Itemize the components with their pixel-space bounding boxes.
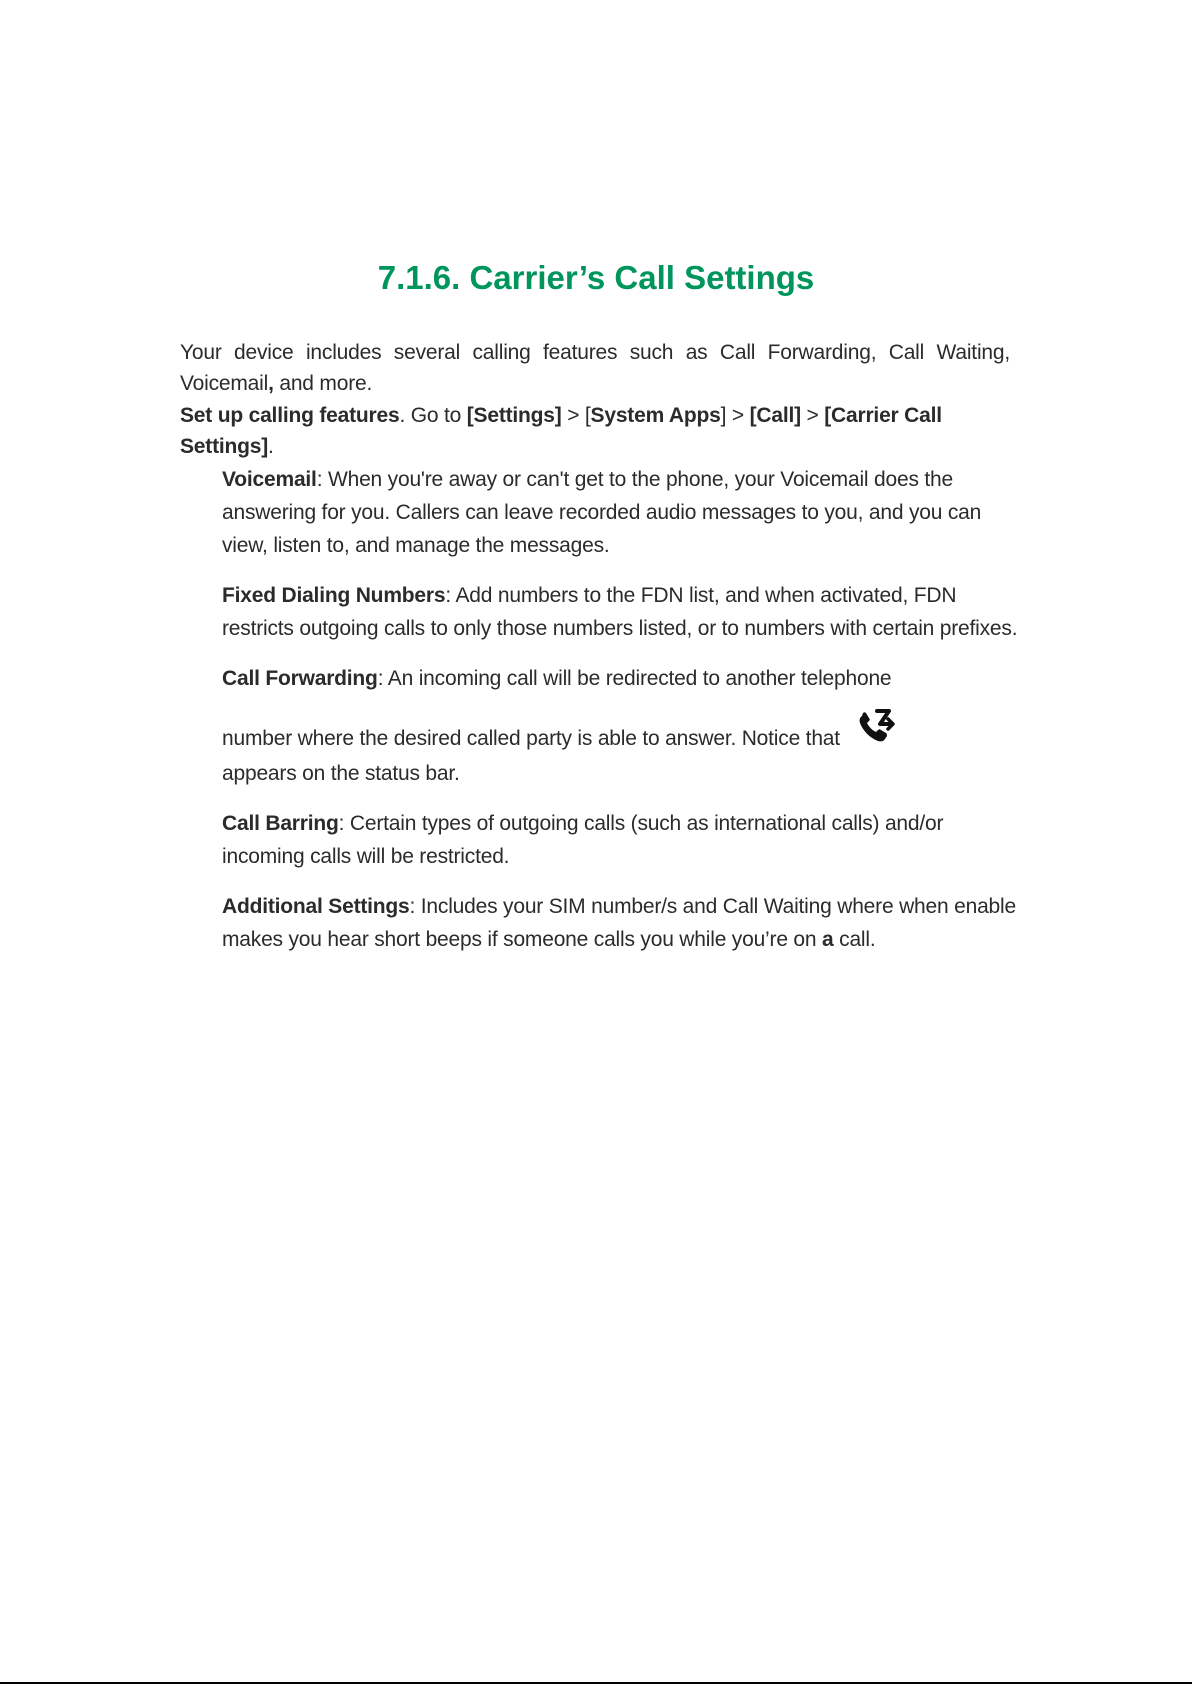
intro-text: Your device includes several calling features such as Call Forwarding, Call Waiting, Voicemail: [180, 341, 1010, 395]
setup-sep1: > [: [561, 404, 591, 427]
item-term: Call Barring: [222, 812, 339, 835]
list-item-voicemail: [222, 463, 1022, 562]
setup-end: .: [268, 435, 274, 458]
item-description-line2: [222, 707, 1022, 757]
item-term: Voicemail: [222, 468, 317, 491]
item-description: : Includes your SIM number/s and Call Waiting where when enable makes you hear short beeps if someone calls you while you’re on: [222, 895, 1016, 951]
list-item-additional-settings: [222, 890, 1022, 956]
setup-lead: Set up calling features: [180, 404, 400, 427]
setup-carrier-call-settings: [Carrier Call Settings]: [180, 404, 942, 458]
list-item-call-forwarding: [222, 662, 1022, 790]
intro-comma: ,: [268, 372, 274, 395]
item-term: Additional Settings: [222, 895, 410, 918]
intro-paragraph: [180, 337, 1010, 399]
item-description: : Certain types of outgoing calls (such as international calls) and/or incoming calls will be restricted.: [222, 812, 944, 868]
item-description: : An incoming call will be redirected to another telephone: [377, 667, 892, 690]
item-term: Call Forwarding: [222, 667, 378, 690]
intro-tail: and more.: [273, 372, 373, 395]
setup-paragraph: [180, 400, 1010, 462]
list-item-call-barring: [222, 807, 1022, 873]
setup-settings: [Settings]: [466, 404, 562, 427]
item-description-notice: number where the desired called party is able to answer. Notice that: [222, 727, 840, 750]
footer-rule: [0, 1682, 1192, 1684]
item-description: : Add numbers to the FDN list, and when activated, FDN restricts outgoing calls to only those numbers listed, or to numbers with certain prefixes.: [222, 584, 1018, 640]
setup-call: [Call]: [749, 404, 801, 427]
item-description-status-bar: appears on the status bar.: [222, 762, 460, 785]
setup-goto: Go to: [405, 404, 467, 427]
setup-system-apps: System Apps: [590, 404, 721, 427]
item-description-end: call.: [833, 928, 876, 951]
list-item-fixed-dialing-numbers: [222, 579, 1022, 645]
setup-period: .: [399, 404, 406, 427]
item-term: Fixed Dialing Numbers: [222, 584, 446, 607]
item-bold-article: a: [822, 928, 834, 951]
feature-list: [222, 463, 1022, 973]
item-description: : When you're away or can't get to the phone, your Voicemail does the answering for you. Callers can leave recorded audio messages to you, and you can view, listen to, and manage the messages.: [222, 468, 982, 557]
setup-sep2: ] >: [720, 404, 750, 427]
setup-sep3: >: [800, 404, 825, 427]
section-heading: 7.1.6. Carrier’s Call Settings: [377, 259, 815, 296]
call-forward-icon: [856, 707, 898, 747]
